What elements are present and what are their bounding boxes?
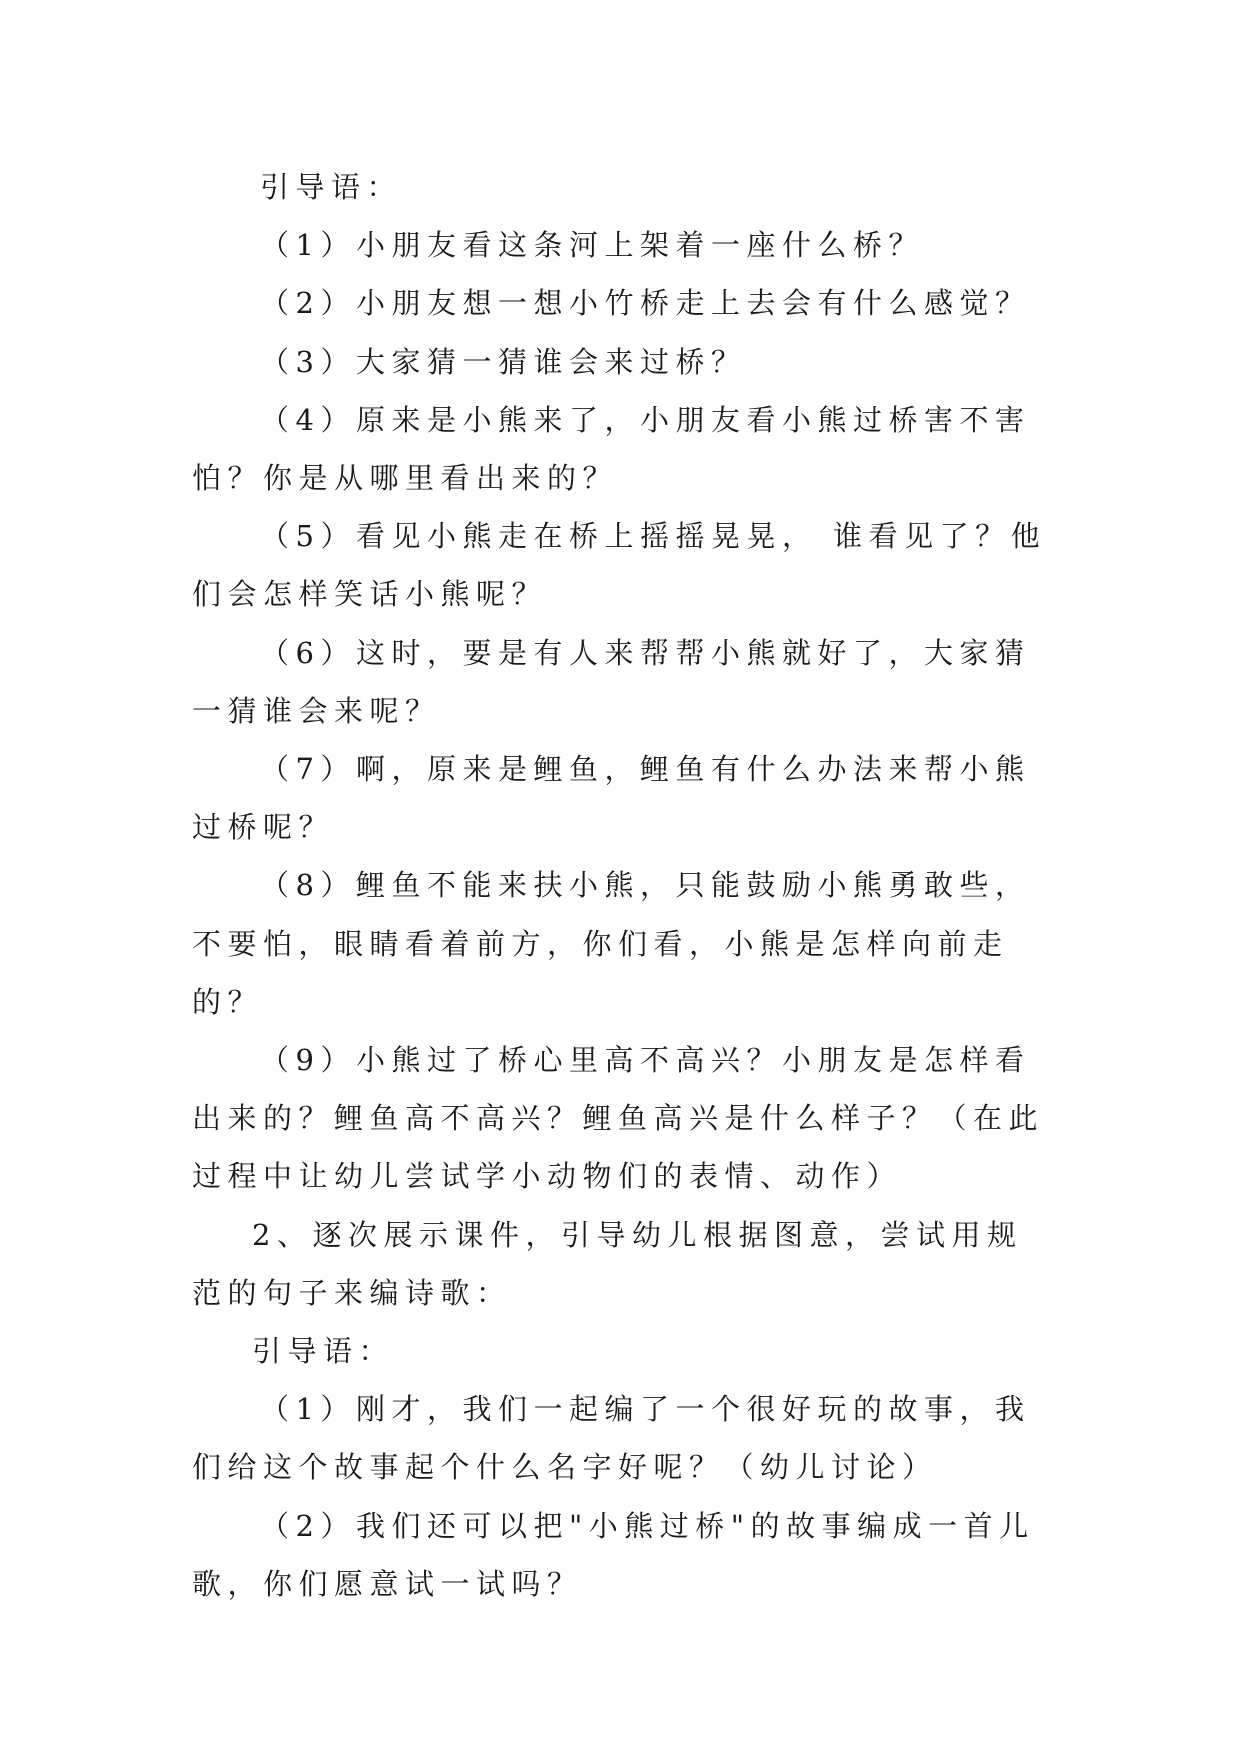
paragraph-question-3: （3）大家猜一猜谁会来过桥？ <box>260 344 747 379</box>
paragraph-question-2: （2）小朋友想一想小竹桥走上去会有什么感觉？ <box>260 286 1031 321</box>
paragraph-question-9: （9）小熊过了桥心里高不高兴？小朋友是怎样看出来的？鲤鱼高不高兴？鲤鱼高兴是什么样子？（在此过程中让幼儿尝试学小动物们的表情、动作） <box>192 1043 1045 1194</box>
paragraph-question-1: （1）小朋友看这条河上架着一座什么桥？ <box>260 228 924 263</box>
document-page <box>192 158 1052 1613</box>
paragraph-question-8: （8）鲤鱼不能来扶小熊，只能鼓励小熊勇敢些，不要怕，眼睛看着前方，你们看，小熊是怎样向前走的？ <box>192 868 1031 1019</box>
paragraph-question-b2: （2）我们还可以把"小熊过桥"的故事编成一首儿歌，你们愿意试一试吗？ <box>192 1508 1035 1601</box>
paragraph-guide-heading-2: 引导语： <box>252 1334 395 1369</box>
paragraph-question-6: （6）这时，要是有人来帮帮小熊就好了，大家猜一猜谁会来呢？ <box>192 635 1031 728</box>
paragraph-question-b1: （1）刚才，我们一起编了一个很好玩的故事，我们给这个故事起个什么名字好呢？（幼儿讨论） <box>192 1392 1031 1485</box>
paragraph-step-2: 2、逐次展示课件，引导幼儿根据图意，尝试用规范的句子来编诗歌： <box>192 1217 1023 1310</box>
paragraph-guide-heading-1: 引导语： <box>260 170 403 204</box>
paragraph-question-5: （5）看见小熊走在桥上摇摇晃晃， 谁看见了？他们会怎样笑话小熊呢？ <box>192 519 1047 612</box>
paragraph-question-7: （7）啊，原来是鲤鱼，鲤鱼有什么办法来帮小熊过桥呢？ <box>192 752 1031 845</box>
paragraph-question-4: （4）原来是小熊来了，小朋友看小熊过桥害不害怕？你是从哪里看出来的？ <box>192 402 1031 496</box>
